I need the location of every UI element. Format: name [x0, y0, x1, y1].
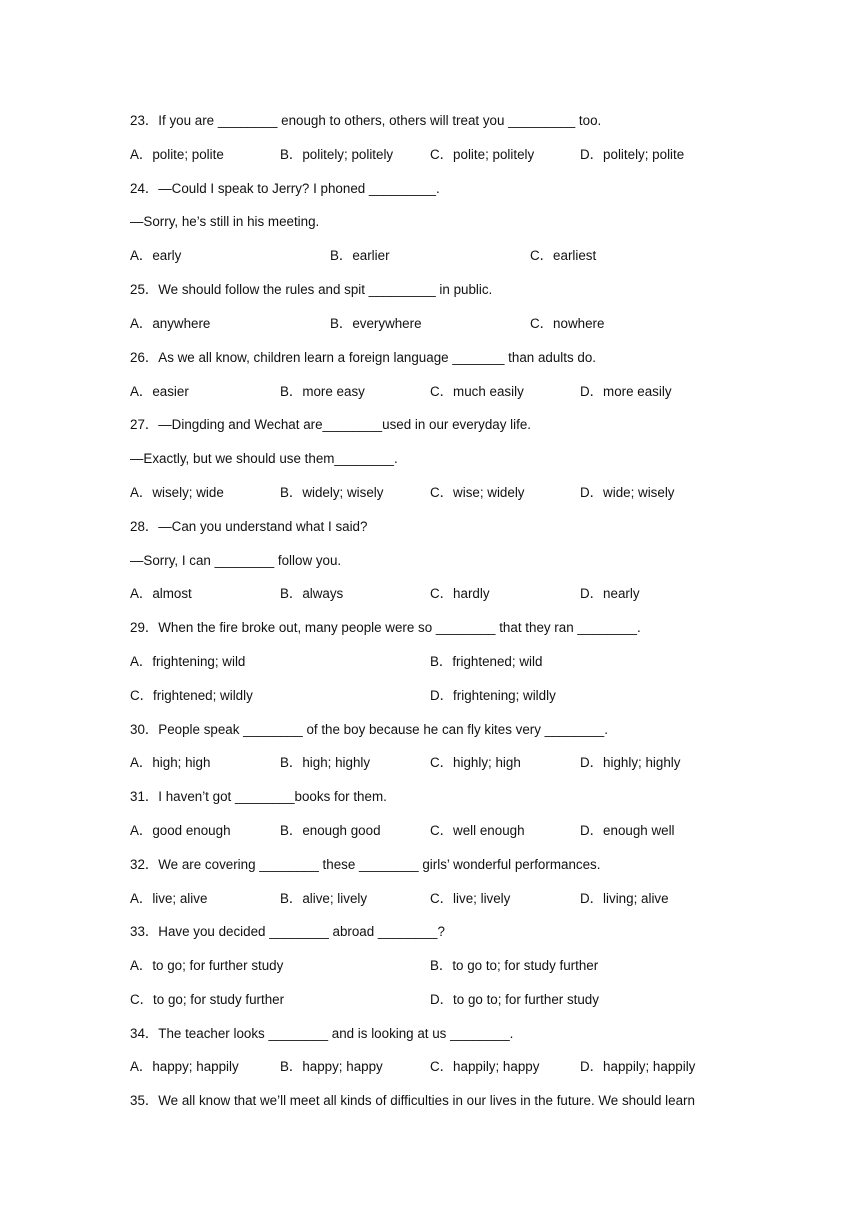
question-29: 29．When the fire broke out, many people were so ________ that they ran ________.: [130, 620, 641, 635]
question-34: 34．The teacher looks ________ and is looking at us ________.: [130, 1026, 514, 1041]
option-33-b: B．to go to; for study further: [430, 958, 599, 973]
question-27-reply: —Exactly, but we should use them________.: [130, 451, 398, 466]
question-24-reply: —Sorry, he’s still in his meeting.: [130, 214, 320, 229]
question-26: 26．As we all know, children learn a foreign language _______ than adults do.: [130, 350, 597, 365]
option-30-b: B．high; highly: [280, 755, 371, 770]
option-27-d: D．wide; wisely: [580, 485, 675, 500]
option-25-c: C．nowhere: [530, 316, 605, 331]
question-33: 33．Have you decided ________ abroad ________?: [130, 924, 445, 939]
option-28-d: D．nearly: [580, 586, 640, 601]
option-24-c: C．earliest: [530, 248, 597, 263]
question-23: 23．If you are ________ enough to others, others will treat you _________ too.: [130, 113, 602, 128]
option-31-d: D．enough well: [580, 823, 675, 838]
option-26-a: A．easier: [130, 384, 189, 399]
option-23-a: A．polite; polite: [130, 147, 224, 162]
option-25-b: B．everywhere: [330, 316, 422, 331]
option-28-c: C．hardly: [430, 586, 490, 601]
question-28-reply: —Sorry, I can ________ follow you.: [130, 553, 342, 568]
question-30: 30．People speak ________ of the boy because he can fly kites very ________.: [130, 722, 608, 737]
option-23-d: D．politely; polite: [580, 147, 685, 162]
option-31-a: A．good enough: [130, 823, 231, 838]
option-24-a: A．early: [130, 248, 182, 263]
option-32-b: B．alive; lively: [280, 891, 368, 906]
option-24-b: B．earlier: [330, 248, 390, 263]
option-23-b: B．politely; politely: [280, 147, 394, 162]
option-27-a: A．wisely; wide: [130, 485, 224, 500]
option-28-b: B．always: [280, 586, 344, 601]
option-33-c: C．to go; for study further: [130, 992, 285, 1007]
option-34-b: B．happy; happy: [280, 1059, 383, 1074]
option-30-d: D．highly; highly: [580, 755, 681, 770]
question-35: 35．We all know that we’ll meet all kinds of difficulties in our lives in the future. We should learn: [130, 1093, 695, 1108]
question-32: 32．We are covering ________ these ________ girls’ wonderful performances.: [130, 857, 601, 872]
option-26-d: D．more easily: [580, 384, 672, 399]
option-27-b: B．widely; wisely: [280, 485, 384, 500]
option-26-b: B．more easy: [280, 384, 365, 399]
option-29-a: A．frightening; wild: [130, 654, 246, 669]
option-31-b: B．enough good: [280, 823, 381, 838]
option-32-c: C．live; lively: [430, 891, 511, 906]
option-30-c: C．highly; high: [430, 755, 521, 770]
question-24: 24．—Could I speak to Jerry? I phoned _________.: [130, 181, 440, 196]
question-27: 27．—Dingding and Wechat are________used in our everyday life.: [130, 417, 531, 432]
option-33-d: D．to go to; for further study: [430, 992, 599, 1007]
option-23-c: C．polite; politely: [430, 147, 535, 162]
option-28-a: A．almost: [130, 586, 192, 601]
option-29-b: B．frightened; wild: [430, 654, 543, 669]
question-25: 25．We should follow the rules and spit _________ in public.: [130, 282, 493, 297]
question-31: 31．I haven’t got ________books for them.: [130, 789, 387, 804]
option-34-d: D．happily; happily: [580, 1059, 696, 1074]
option-32-a: A．live; alive: [130, 891, 208, 906]
option-33-a: A．to go; for further study: [130, 958, 284, 973]
option-30-a: A．high; high: [130, 755, 211, 770]
option-34-c: C．happily; happy: [430, 1059, 540, 1074]
option-27-c: C．wise; widely: [430, 485, 525, 500]
option-32-d: D．living; alive: [580, 891, 669, 906]
option-29-c: C．frightened; wildly: [130, 688, 253, 703]
option-25-a: A．anywhere: [130, 316, 211, 331]
option-34-a: A．happy; happily: [130, 1059, 239, 1074]
option-26-c: C．much easily: [430, 384, 524, 399]
question-28: 28．—Can you understand what I said?: [130, 519, 368, 534]
option-31-c: C．well enough: [430, 823, 525, 838]
option-29-d: D．frightening; wildly: [430, 688, 556, 703]
